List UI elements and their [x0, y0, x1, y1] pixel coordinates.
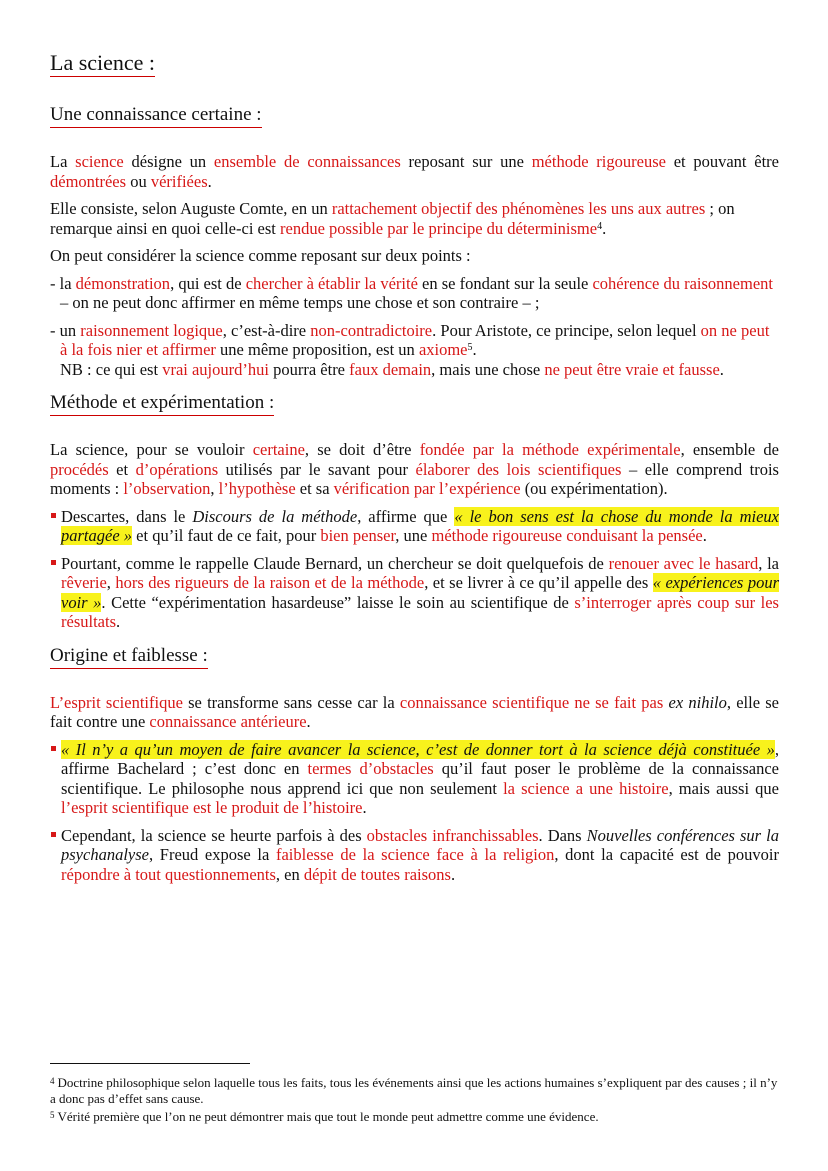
footnotes — [50, 1073, 779, 1125]
section-heading: Origine et faiblesse : — [50, 644, 208, 669]
bullet-item: Descartes, dans le Discours de la méthode, affirme que « le bon sens est la chose du monde la mieux partagée » et qu’il faut de ce fait, pour bien penser, une méthode rigoureuse conduisant la pensée. — [50, 507, 779, 546]
page-title: La science : — [50, 50, 156, 75]
section-heading: Une connaissance certaine : — [50, 103, 262, 128]
bullet-icon — [51, 513, 56, 518]
bullet-icon — [51, 832, 56, 837]
document-page — [50, 50, 779, 884]
section-heading: Méthode et expérimentation : — [50, 391, 274, 416]
list-item: - la démonstration, qui est de chercher à établir la vérité en se fondant sur la seule cohérence du raisonnement – on ne peut donc affirmer en même temps une chose et son contraire – ; — [50, 273, 773, 312]
footnote-divider — [50, 1063, 250, 1064]
footnote-ref: 5 — [467, 342, 473, 353]
paragraph: La science, pour se vouloir certaine, se doit d’être fondée par la méthode expérimentale, ensemble de procédés et d’opérations utilisés par le savant pour élaborer des lois scientifiques – elle comprend trois moments : l’observation, l’hypothèse et sa vérification par l’expérience (ou expérimentation). — [50, 440, 779, 498]
bullet-icon — [51, 560, 56, 565]
bullet-item: Cependant, la science se heurte parfois à des obstacles infranchissables. Dans Nouvelles conférences sur la psychanalyse, Freud expose la faiblesse de la science face à la religion, dont la capacité est de pouvoir répondre à tout questionnements, en dépit de toutes raisons. — [50, 826, 779, 885]
paragraph: On peut considérer la science comme reposant sur deux points : — [50, 246, 471, 265]
footnote-ref: 4 — [597, 220, 603, 232]
bullet-icon — [51, 746, 56, 751]
bullet-item: Pourtant, comme le rappelle Claude Bernard, un chercheur se doit quelquefois de renouer avec le hasard, la rêverie, hors des rigueurs de la raison et de la méthode, et se livrer à ce qu’il appelle des « expériences pour voir ». Cette “expérimentation hasardeuse” laisse le soin au scientifique de s’interroger après coup sur les résultats. — [50, 554, 779, 632]
bullet-item: « Il n’y a qu’un moyen de faire avancer la science, c’est de donner tort à la science déjà constituée », affirme Bachelard ; c’est donc en termes d’obstacles qu’il faut poser le problème de la connaissance scientifique. Le philosophe nous apprend ici que non seulement la science a une histoire, mais aussi que l’esprit scientifique est le produit de l’histoire. — [50, 740, 779, 818]
footnote: $^5$ Vérité première que l’on ne peut démontrer mais que tout le monde peut admettre comme une évidence. — [50, 1109, 599, 1124]
nb-note: NB : ce qui est vrai aujourd’hui pourra être faux demain, mais une chose ne peut être vraie et fausse. — [60, 359, 724, 379]
paragraph: L’esprit scientifique se transforme sans cesse car la connaissance scientifique ne se fait pas ex nihilo, elle se fait contre une connaissance antérieure. — [50, 692, 780, 731]
list-item: - un raisonnement logique, c’est-à-dire non-contradictoire. Pour Aristote, ce principe, selon lequel on ne peut à la fois nier et affirmer une même proposition, est un axiome$^5$. — [50, 320, 770, 359]
paragraph: Elle consiste, selon Auguste Comte, en un rattachement objectif des phénomènes les uns aux autres ; on remarque ainsi en quoi celle-ci est rendue possible par le principe du déterminisme$^4$. — [50, 199, 735, 238]
paragraph: La science désigne un ensemble de connaissances reposant sur une méthode rigoureuse et pouvant être démontrées ou vérifiées. — [50, 152, 780, 191]
footnote: $^4$ Doctrine philosophique selon laquelle tous les faits, tous les événements ainsi que les actions humaines s’expliquent par des causes ; il n’y a donc pas d’effet sans cause. — [50, 1075, 778, 1106]
